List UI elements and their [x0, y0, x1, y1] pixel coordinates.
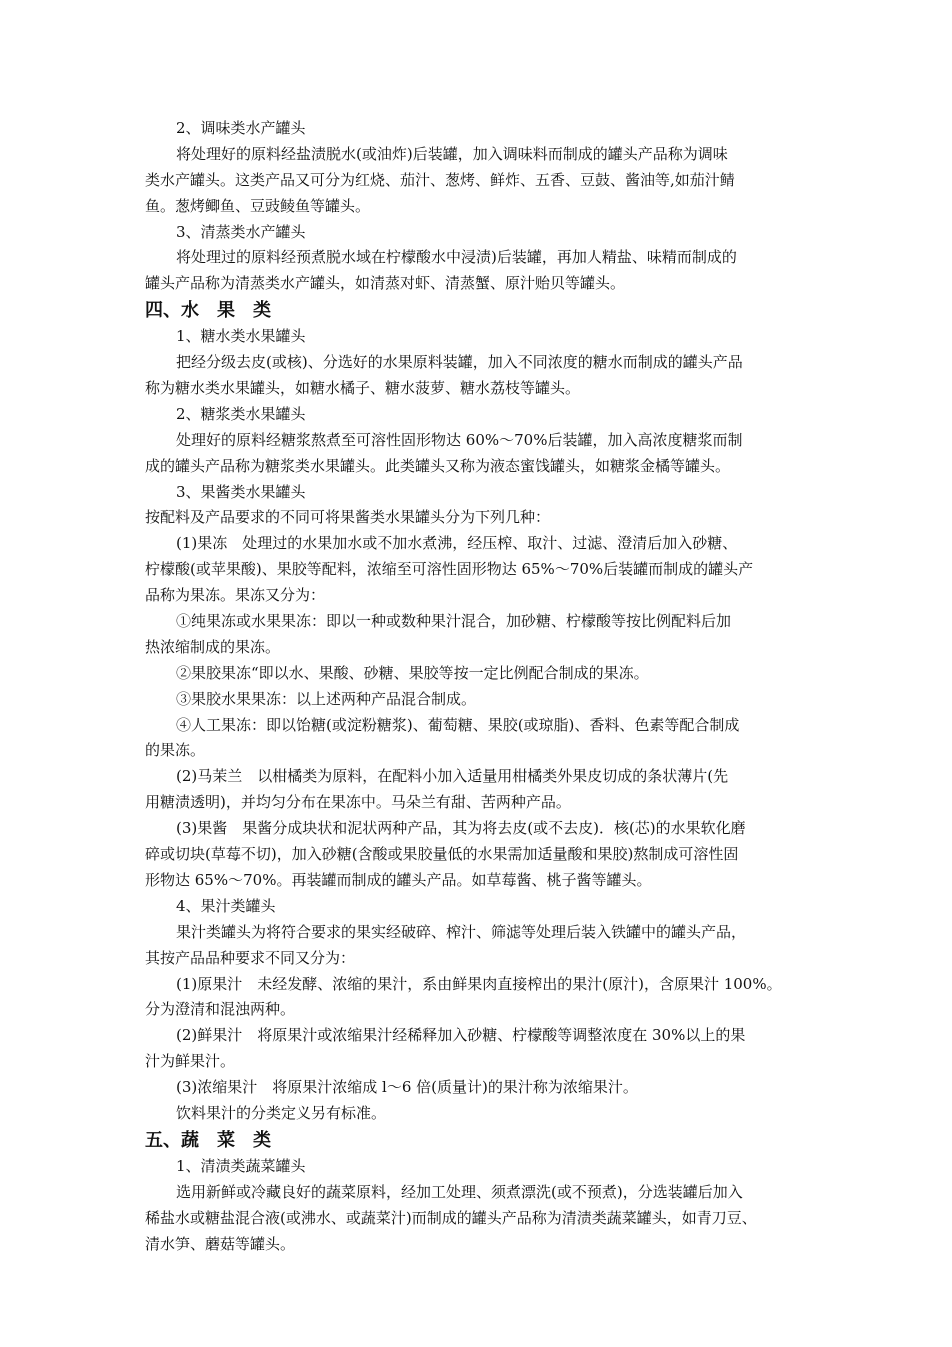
paragraph-line: 选用新鲜或冷藏良好的蔬菜原料，经加工处理、须煮漂洗(或不预煮)，分选装罐后加入: [176, 1182, 743, 1201]
subsection-title: 2、调味类水产罐头: [176, 119, 306, 137]
paragraph-line: 称为糖水类水果罐头，如糖水橘子、糖水菠萝、糖水荔枝等罐头。: [145, 379, 581, 398]
paragraph-line: 热浓缩制成的果冻。: [145, 637, 281, 656]
paragraph-line: 清水笋、蘑菇等罐头。: [145, 1234, 296, 1253]
subsection-title: 1、清渍类蔬菜罐头: [176, 1156, 306, 1175]
paragraph-line: 分为澄清和混浊两种。: [145, 1000, 296, 1019]
paragraph-line: ③果胶水果果冻：以上述两种产品混合制成。: [176, 689, 477, 708]
paragraph-line: (3)浓缩果汁 将原果汁浓缩成 l～6 倍(质量计)的果汁称为浓缩果汁。: [176, 1078, 638, 1097]
paragraph-line: 稀盐水或糖盐混合液(或沸水、或蔬菜汁)而制成的罐头产品称为清渍类蔬菜罐头，如青刀豆、: [145, 1208, 757, 1227]
paragraph-line: (1)原果汁 未经发酵、浓缩的果汁，系由鲜果肉直接榨出的果汁(原汁)，含原果汁 100%。: [176, 974, 782, 993]
subsection-title: 3、果酱类水果罐头: [176, 482, 306, 501]
paragraph-line: ④人工果冻：即以饴糖(或淀粉糖浆)、葡萄糖、果胶(或琼脂)、香料、色素等配合制成: [176, 715, 740, 734]
paragraph-line: 柠檬酸(或苹果酸)、果胶等配料，浓缩至可溶性固形物达 65%～70%后装罐而制成的罐头产: [145, 560, 754, 579]
paragraph-line: ①纯果冻或水果果冻：即以一种或数种果汁混合，加砂糖、柠檬酸等按比例配料后加: [176, 612, 732, 631]
section-heading: 五、蔬 菜 类: [145, 1129, 271, 1151]
paragraph-line: (2)鲜果汁 将原果汁或浓缩果汁经稀释加入砂糖、柠檬酸等调整浓度在 30%以上的果: [176, 1026, 746, 1045]
subsection-title: 4、果汁类罐头: [176, 896, 276, 915]
paragraph-line: (1)果冻 处理过的水果加水或不加水煮沸，经压榨、取汁、过滤、澄清后加入砂糖、: [176, 534, 738, 553]
paragraph-line: 饮料果汁的分类定义另有标准。: [176, 1103, 387, 1122]
paragraph-line: 将处理过的原料经预煮脱水域在柠檬酸水中浸渍)后装罐，再加人精盐、味精而制成的: [176, 248, 737, 267]
section-heading: 四、水 果 类: [145, 300, 271, 322]
subsection-title: 2、糖浆类水果罐头: [176, 404, 306, 423]
paragraph-line: 品称为果冻。果冻又分为：: [145, 586, 326, 605]
subsection-title: 3、清蒸类水产罐头: [176, 222, 306, 241]
paragraph-line: 类水产罐头。这类产品又可分为红烧、茄汁、葱烤、鲜炸、五香、豆鼓、酱油等,如茄汁鲭: [145, 170, 735, 189]
paragraph-line: 的果冻。: [145, 741, 206, 760]
paragraph-line: 形物达 65%～70%。再装罐而制成的罐头产品。如草莓酱、桃子酱等罐头。: [145, 870, 652, 889]
paragraph-line: 果汁类罐头为将符合要求的果实经破碎、榨汁、筛滤等处理后装入铁罐中的罐头产品，: [176, 922, 747, 941]
paragraph-line: 处理好的原料经糖浆熬煮至可溶性固形物达 60%～70%后装罐，加入高浓度糖浆而制: [176, 430, 743, 449]
paragraph-line: 按配料及产品要求的不同可将果酱类水果罐头分为下列几种：: [145, 508, 551, 527]
paragraph-line: 用糖渍透明)，并均匀分布在果冻中。马朵兰有甜、苦两种产品。: [145, 793, 571, 812]
subsection-title: 1、糖水类水果罐头: [176, 327, 306, 346]
document-body: [145, 116, 813, 1257]
paragraph-line: (3)果酱 果酱分成块状和泥状两种产品，其为将去皮(或不去皮)．核(芯)的水果软化磨: [176, 819, 746, 838]
paragraph-line: 汁为鲜果汁。: [145, 1052, 236, 1071]
paragraph-line: (2)马茉兰 以柑橘类为原料，在配料小加入适量用柑橘类外果皮切成的条状薄片(先: [176, 767, 729, 786]
paragraph-line: 其按产品品种要求不同又分为：: [145, 948, 356, 967]
paragraph-line: 成的罐头产品称为糖浆类水果罐头。此类罐头又称为液态蜜饯罐头，如糖浆金橘等罐头。: [145, 456, 731, 475]
paragraph-line: 鱼。葱烤鲫鱼、豆豉鲮鱼等罐头。: [145, 196, 371, 215]
paragraph-line: ②果胶果冻“即以水、果酸、砂糖、果胶等按一定比例配合制成的果冻。: [176, 663, 649, 682]
paragraph-line: 罐头产品称为清蒸类水产罐头，如清蒸对虾、清蒸蟹、原汁贻贝等罐头。: [145, 274, 626, 293]
paragraph-line: 将处理好的原料经盐渍脱水(或油炸)后装罐，加入调味料而制成的罐头产品称为调味: [176, 144, 728, 163]
paragraph-line: 把经分级去皮(或核)、分选好的水果原料装罐，加入不同浓度的糖水而制成的罐头产品: [176, 353, 743, 372]
paragraph-line: 碎或切块(草莓不切)，加入砂糖(含酸或果胶量低的水果需加适量酸和果胶)熬制成可溶性固: [145, 845, 739, 864]
